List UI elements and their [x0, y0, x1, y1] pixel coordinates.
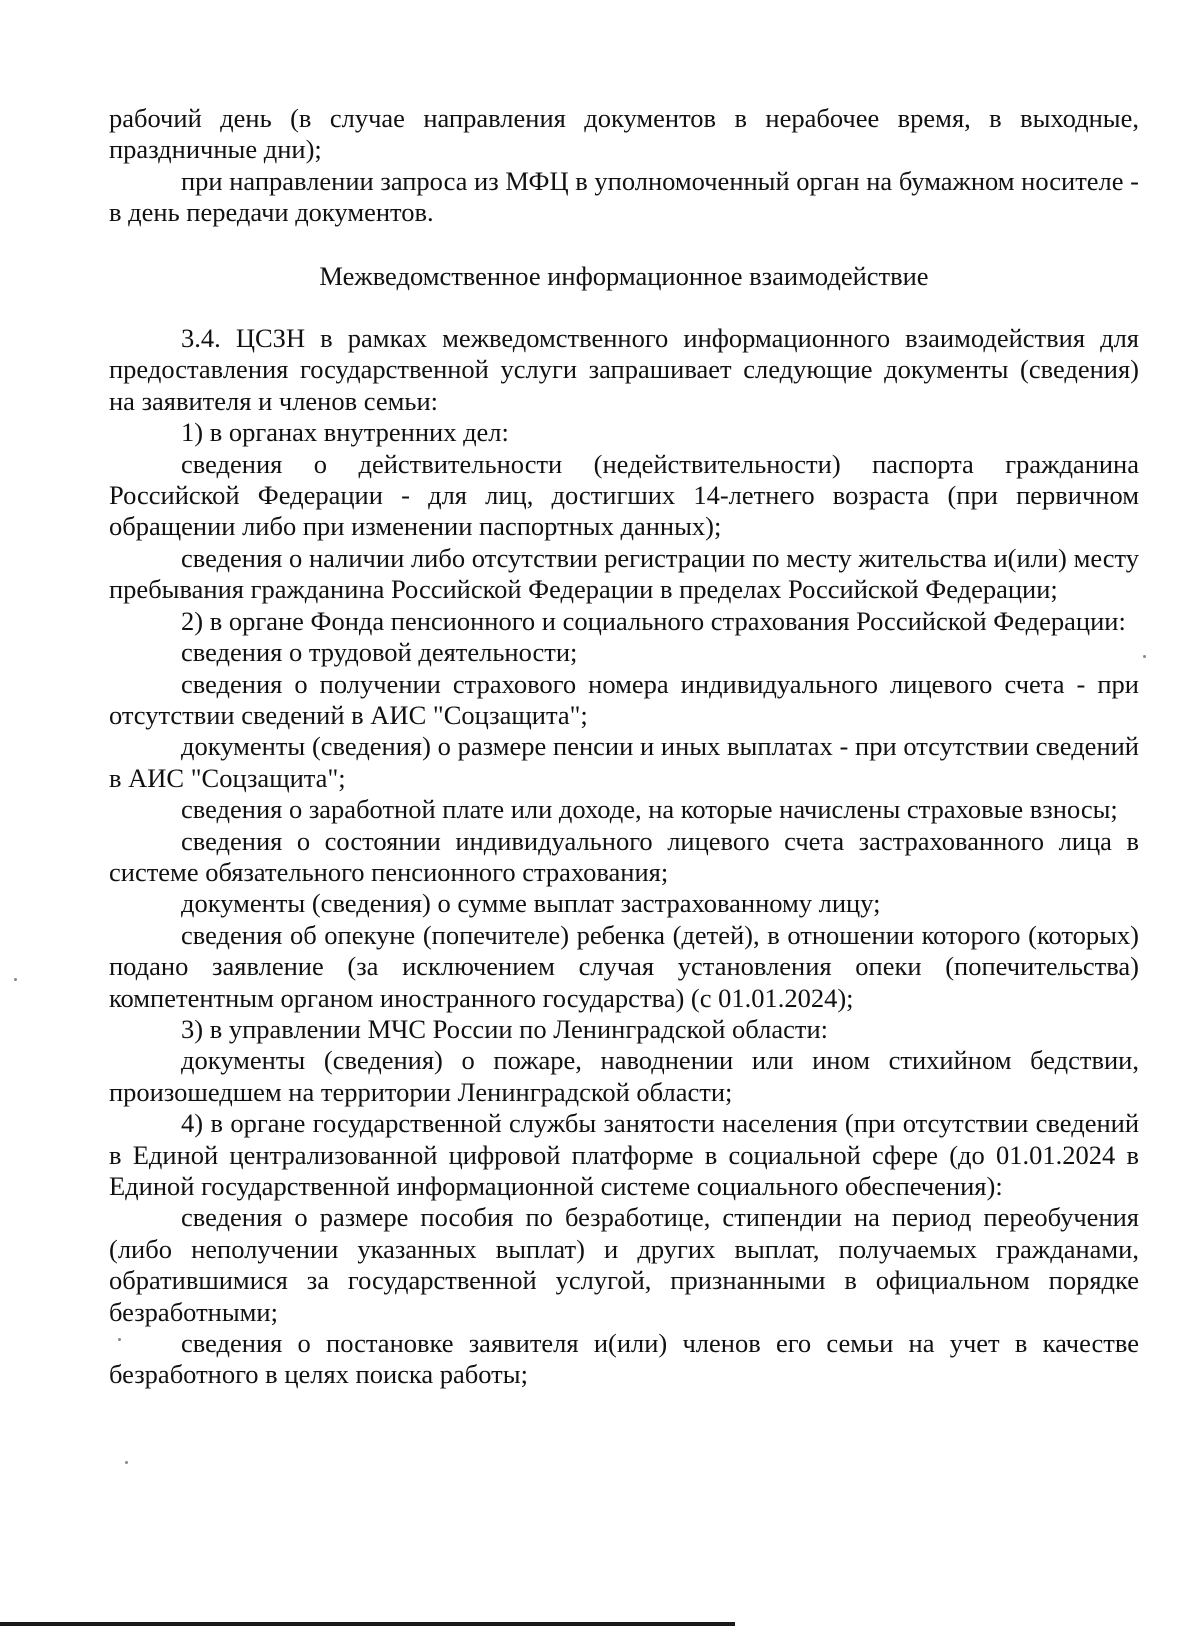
- paragraph: сведения о наличии либо отсутствии регистрации по месту жительства и(или) месту пребывания гражданина Российской Федерации в пределах Российской Федерации;: [109, 542, 1139, 605]
- paragraph: 2) в органе Фонда пенсионного и социального страхования Российской Федерации:: [181, 605, 1126, 636]
- paragraph: сведения о состоянии индивидуального лицевого счета застрахованного лица в системе обязательного пенсионного страхования;: [109, 825, 1139, 887]
- paragraph: сведения о действительности (недействительности) паспорта гражданина Российской Федерации - для лиц, достигших 14-летнего возраста (при первичном обращении либо при изменении паспортных данных);: [109, 448, 1139, 542]
- paragraph: документы (сведения) о размере пенсии и иных выплатах - при отсутствии сведений в АИС "Соцзащита";: [109, 731, 1139, 793]
- scan-speck: [125, 1461, 128, 1464]
- section-heading: Межведомственное информационное взаимодействие: [319, 260, 929, 291]
- paragraph: сведения о получении страхового номера индивидуального лицевого счета - при отсутствии сведений в АИС "Соцзащита";: [109, 668, 1139, 730]
- scan-speck: [1143, 655, 1146, 658]
- paragraph: 4) в органе государственной службы занятости населения (при отсутствии сведений в Единой централизованной цифровой платформе в социальной сфере (до 01.01.2024 в Единой государственной информационной системе социального обеспечения):: [109, 1108, 1139, 1201]
- scan-bottom-edge: [0, 1622, 735, 1626]
- paragraph: сведения об опекуне (попечителе) ребенка (детей), в отношении которого (которых) подано заявление (за исключением случая установления опеки (попечительства) компетентным органом иностранного государства) (с 01.01.2024);: [109, 919, 1139, 1013]
- document-body: [109, 103, 1139, 1391]
- paragraph: при направлении запроса из МФЦ в уполномоченный орган на бумажном носителе - в день передачи документов.: [109, 165, 1139, 228]
- scan-speck: [118, 1338, 121, 1341]
- paragraph: 1) в органах внутренних дел:: [181, 417, 509, 448]
- paragraph: документы (сведения) о сумме выплат застрахованному лицу;: [181, 888, 881, 919]
- paragraph-continuation: рабочий день (в случае направления документов в нерабочее время, в выходные, праздничные дни);: [109, 103, 1139, 165]
- paragraph: 3) в управлении МЧС России по Ленинградской области:: [181, 1013, 828, 1044]
- paragraph: сведения о заработной плате или доходе, на которые начислены страховые взносы;: [181, 794, 1118, 825]
- paragraph: сведения о трудовой деятельности;: [181, 637, 578, 668]
- paragraph: 3.4. ЦСЗН в рамках межведомственного информационного взаимодействия для предоставления государственной услуги запрашивает следующие документы (сведения) на заявителя и членов семьи:: [109, 323, 1139, 416]
- paragraph: документы (сведения) о пожаре, наводнении или ином стихийном бедствии, произошедшем на территории Ленинградской области;: [109, 1045, 1139, 1107]
- paragraph: сведения о размере пособия по безработице, стипендии на период переобучения (либо неполучении указанных выплат) и других выплат, получаемых гражданами, обратившимися за государственной услугой, признанными в официальном порядке безработными;: [109, 1202, 1139, 1327]
- paragraph: сведения о постановке заявителя и(или) членов его семьи на учет в качестве безработного в целях поиска работы;: [109, 1328, 1139, 1390]
- scan-speck: [14, 978, 17, 981]
